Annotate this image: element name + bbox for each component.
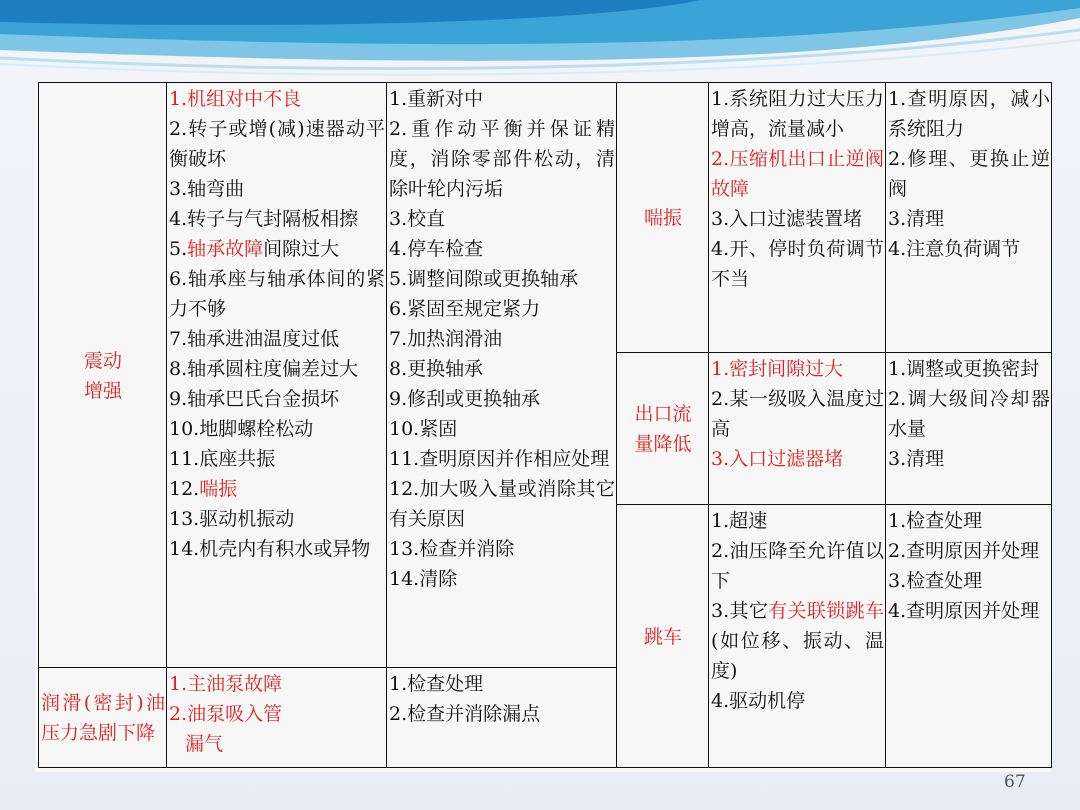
list-item: 4.注意负荷调节 [888,238,1021,260]
symptom-vibration: 震动 增强 [39,83,167,668]
list-item: 5.轴承故障间隙过大 [169,238,340,260]
page-number: 67 [1004,772,1026,792]
remedies-low-flow [886,353,1052,505]
list-item: 10.地脚螺栓松动 [169,418,314,440]
list-item: 2.重作动平衡并保证精度，消除零部件松动，清除叶轮内污垢 [389,118,615,200]
list-item: 2.转子或增(减)速器动平衡破坏 [169,118,385,170]
list-item: 3.入口过滤器堵 [711,448,844,470]
list-item: 7.加热润滑油 [389,328,503,350]
list-item: 1.查明原因，减小系统阻力 [888,88,1050,140]
list-item: 1.重新对中 [389,88,484,110]
symptom-low-flow: 出口流 量降低 [617,353,709,505]
list-item: 3.校直 [389,208,446,230]
list-item: 2.油压降至允许值以下 [711,540,884,592]
list-item: 3.轴弯曲 [169,178,245,200]
list-item: 4.停车检查 [389,238,484,260]
list-item: 9.修刮或更换轴承 [389,388,541,410]
symptom-lube-pressure: 润滑(密封)油压力急剧下降 [39,668,167,768]
causes-surge [709,83,886,353]
causes-low-flow [709,353,886,505]
list-item: 7.轴承进油温度过低 [169,328,340,350]
list-item: 2.查明原因并处理 [888,540,1040,562]
list-item: 3.入口过滤装置堵 [711,208,863,230]
list-item: 12.喘振 [169,478,238,500]
list-item: 4.驱动机停 [711,690,806,712]
list-item: 14.清除 [389,568,458,590]
list-item: 4.查明原因并处理 [888,600,1040,622]
list-item: 3.清理 [888,208,945,230]
list-item: 5.调整间隙或更换轴承 [389,268,579,290]
list-item: 12.加大吸入量或消除其它有关原因 [389,478,615,530]
list-item: 10.紧固 [389,418,458,440]
list-item: 1.密封间隙过大 [711,358,844,380]
list-item: 3.清理 [888,448,945,470]
list-item: 11.查明原因并作相应处理 [389,448,610,470]
list-item: 11.底座共振 [169,448,276,470]
symptom-trip: 跳车 [617,505,709,768]
causes-lube-pressure: 1.主油泵故障 2.油泵吸入管 漏气 [167,668,387,768]
list-item: 1.超速 [711,510,768,532]
list-item: 6.紧固至规定紧力 [389,298,541,320]
list-item: 14.机壳内有积水或异物 [169,538,371,560]
remedies-trip [886,505,1052,768]
decorative-wave-header [0,0,1080,90]
list-item: 2.调大级间冷却器水量 [888,388,1050,440]
remedies-lube-pressure: 1.检查处理 2.检查并消除漏点 [387,668,617,768]
causes-vibration [167,83,387,668]
list-item: 8.轴承圆柱度偏差过大 [169,358,359,380]
list-item: 6.轴承座与轴承体间的紧力不够 [169,268,385,320]
list-item: 1.检查处理 [888,510,983,532]
list-item: 2.修理、更换止逆阀 [888,148,1050,200]
remedies-vibration [387,83,617,668]
list-item: 4.开、停时负荷调节不当 [711,238,884,290]
remedies-surge [886,83,1052,353]
symptom-surge: 喘振 [617,83,709,353]
list-item: 8.更换轴承 [389,358,484,380]
list-item: 1.调整或更换密封 [888,358,1040,380]
list-item: 1.机组对中不良 [169,88,302,110]
list-item: 2.某一级吸入温度过高 [711,388,884,440]
list-item: 9.轴承巴氏台金损坏 [169,388,340,410]
list-item: 3.其它有关联锁跳车(如位移、振动、温度) [711,600,884,682]
list-item: 13.检查并消除 [389,538,515,560]
list-item: 3.检查处理 [888,570,983,592]
list-item: 4.转子与气封隔板相擦 [169,208,359,230]
list-item: 2.压缩机出口止逆阀故障 [711,148,884,200]
causes-trip [709,505,886,768]
fault-table [38,82,1052,768]
list-item: 1.系统阻力过大压力增高，流量减小 [711,88,884,140]
list-item: 13.驱动机振动 [169,508,295,530]
